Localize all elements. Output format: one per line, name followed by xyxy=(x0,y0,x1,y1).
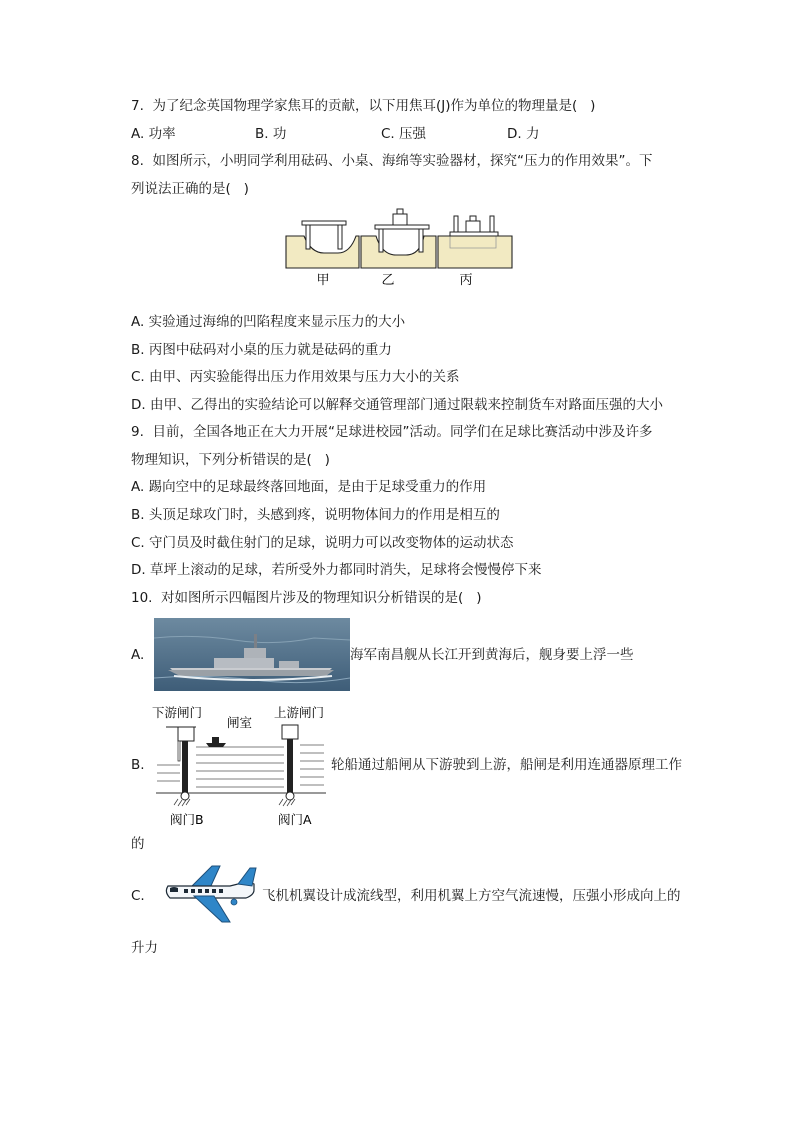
question-9-stem-line2: 物理知识，下列分析错误的是( ) xyxy=(131,452,330,468)
question-9-option-c[interactable]: C. 守门员及时截住射门的足球，说明力可以改变物体的运动状态 xyxy=(131,535,514,551)
label-downstream-gate: 下游闸门 xyxy=(152,705,203,720)
question-10-option-c-text[interactable]: 飞机机翼设计成流线型，利用机翼上方空气流速慢，压强小形成向上的 xyxy=(262,888,681,904)
label-chamber: 闸室 xyxy=(227,715,253,730)
warship-photo xyxy=(154,618,350,691)
question-10-option-c-continuation: 升力 xyxy=(131,940,158,956)
option-c[interactable]: C. 压强 xyxy=(381,126,427,142)
question-8-option-b[interactable]: B. 丙图中砝码对小桌的压力就是砝码的重力 xyxy=(131,342,392,358)
option-d[interactable]: D. 力 xyxy=(507,126,540,142)
question-9-option-a[interactable]: A. 踢向空中的足球最终落回地面，是由于足球受重力的作用 xyxy=(131,479,487,495)
label-bing: 丙 xyxy=(459,273,473,288)
label-upstream-gate: 上游闸门 xyxy=(274,705,325,720)
question-9-option-d[interactable]: D. 草坪上滚动的足球，若所受外力都同时消失，足球将会慢慢停下来 xyxy=(131,562,542,578)
question-7-stem: 7. 为了纪念英国物理学家焦耳的贡献，以下用焦耳(J)作为单位的物理量是( ) xyxy=(131,98,596,114)
question-10-option-b-text[interactable]: 轮船通过船闸从下游驶到上游，船闸是利用连通器原理工作 xyxy=(331,757,682,773)
question-8-stem-line2: 列说法正确的是( ) xyxy=(131,181,249,197)
panel-bing xyxy=(438,216,512,268)
label-jia: 甲 xyxy=(316,273,330,288)
pressure-experiment-figure xyxy=(284,208,514,290)
label-valve-b: 阀门B xyxy=(170,812,204,827)
label-yi: 乙 xyxy=(381,273,395,288)
question-10-option-c-letter[interactable]: C. xyxy=(131,888,145,904)
question-10-option-b-letter[interactable]: B. xyxy=(131,757,145,773)
question-8-stem-line1: 8. 如图所示，小明同学利用砝码、小桌、海绵等实验器材，探究“压力的作用效果”。下 xyxy=(131,153,653,169)
option-a[interactable]: A. 功率 xyxy=(131,126,176,142)
option-b[interactable]: B. 功 xyxy=(255,126,287,142)
question-9-stem-line1: 9. 目前，全国各地正在大力开展“足球进校园”活动。同学们在足球比赛活动中涉及许多 xyxy=(131,424,653,440)
question-10-option-a-text[interactable]: 海军南昌舰从长江开到黄海后，舰身要上浮一些 xyxy=(350,647,634,663)
ship-lock-diagram xyxy=(152,703,332,827)
question-10-option-a-letter[interactable]: A. xyxy=(131,647,145,663)
question-9-option-b[interactable]: B. 头顶足球攻门时，头感到疼，说明物体间力的作用是相互的 xyxy=(131,507,500,523)
panel-jia xyxy=(286,221,359,268)
question-10-option-b-continuation: 的 xyxy=(131,836,145,852)
question-8-option-d[interactable]: D. 由甲、乙得出的实验结论可以解释交通管理部门通过限载来控制货车对路面压强的大小 xyxy=(131,397,663,413)
question-8-option-c[interactable]: C. 由甲、丙实验能得出压力作用效果与压力大小的关系 xyxy=(131,369,460,385)
question-10-stem: 10. 对如图所示四幅图片涉及的物理知识分析错误的是( ) xyxy=(131,590,482,606)
label-valve-a: 阀门A xyxy=(278,812,312,827)
airplane-illustration xyxy=(150,862,262,928)
panel-yi xyxy=(361,209,436,268)
question-8-option-a[interactable]: A. 实验通过海绵的凹陷程度来显示压力的大小 xyxy=(131,314,406,330)
